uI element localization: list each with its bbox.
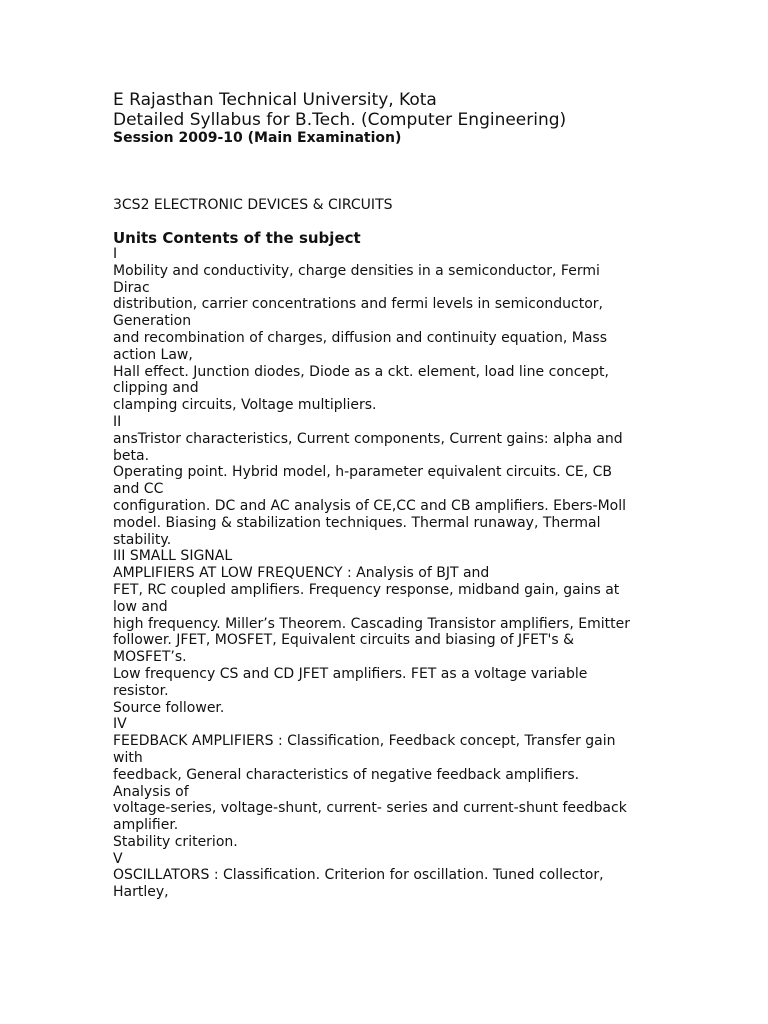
syllabus-line: ansTristor characteristics, Current components, Current gains: alpha and bbox=[113, 430, 623, 447]
syllabus-line: Operating point. Hybrid model, h-parameter equivalent circuits. CE, CB bbox=[113, 464, 613, 481]
syllabus-line: follower. JFET, MOSFET, Equivalent circuits and biasing of JFET's & bbox=[113, 632, 575, 649]
university-title: E Rajasthan Technical University, Kota bbox=[113, 90, 437, 110]
syllabus-line: stability. bbox=[113, 531, 172, 548]
syllabus-line: low and bbox=[113, 598, 168, 615]
syllabus-line: Hall effect. Junction diodes, Diode as a ckt. element, load line concept, bbox=[113, 363, 609, 380]
syllabus-line: Stability criterion. bbox=[113, 833, 238, 850]
syllabus-line: IV bbox=[113, 716, 127, 733]
syllabus-line: and recombination of charges, diffusion and continuity equation, Mass bbox=[113, 329, 607, 346]
syllabus-line: voltage-series, voltage-shunt, current- series and current-shunt feedback bbox=[113, 800, 627, 817]
syllabus-line: Source follower. bbox=[113, 699, 225, 716]
syllabus-line: clipping and bbox=[113, 380, 199, 397]
syllabus-line: Hartley, bbox=[113, 884, 169, 901]
syllabus-line: model. Biasing & stabilization techniques. Thermal runaway, Thermal bbox=[113, 514, 601, 531]
syllabus-line: III SMALL SIGNAL bbox=[113, 548, 233, 565]
syllabus-line: II bbox=[113, 413, 122, 430]
syllabus-line: Mobility and conductivity, charge densities in a semiconductor, Fermi bbox=[113, 262, 600, 279]
syllabus-line: Dirac bbox=[113, 279, 150, 296]
syllabus-line: configuration. DC and AC analysis of CE,CC and CB amplifiers. Ebers-Moll bbox=[113, 497, 627, 514]
syllabus-line: FEEDBACK AMPLIFIERS : Classification, Feedback concept, Transfer gain bbox=[113, 733, 616, 750]
syllabus-line: clamping circuits, Voltage multipliers. bbox=[113, 397, 377, 414]
syllabus-line: resistor. bbox=[113, 682, 169, 699]
syllabus-line: V bbox=[113, 850, 123, 867]
syllabus-line: and CC bbox=[113, 481, 164, 498]
syllabus-line: Generation bbox=[113, 313, 192, 330]
syllabus-line: distribution, carrier concentrations and fermi levels in semiconductor, bbox=[113, 296, 603, 313]
syllabus-line: MOSFET’s. bbox=[113, 649, 187, 666]
syllabus-line: feedback, General characteristics of negative feedback amplifiers. bbox=[113, 766, 580, 783]
syllabus-body bbox=[113, 246, 733, 901]
syllabus-line: with bbox=[113, 749, 143, 766]
units-heading: Units Contents of the subject bbox=[113, 229, 361, 247]
syllabus-line: AMPLIFIERS AT LOW FREQUENCY : Analysis of BJT and bbox=[113, 565, 490, 582]
syllabus-line: Analysis of bbox=[113, 783, 189, 800]
course-title: 3CS2 ELECTRONIC DEVICES & CIRCUITS bbox=[113, 197, 393, 213]
syllabus-title: Detailed Syllabus for B.Tech. (Computer Engineering) bbox=[113, 110, 567, 130]
syllabus-line: FET, RC coupled amplifiers. Frequency response, midband gain, gains at bbox=[113, 581, 620, 598]
syllabus-line: I bbox=[113, 246, 118, 262]
syllabus-line: OSCILLATORS : Classification. Criterion for oscillation. Tuned collector, bbox=[113, 867, 604, 884]
syllabus-line: amplifier. bbox=[113, 817, 179, 834]
syllabus-line: beta. bbox=[113, 447, 150, 464]
syllabus-line: Low frequency CS and CD JFET amplifiers. FET as a voltage variable bbox=[113, 665, 588, 682]
syllabus-line: action Law, bbox=[113, 346, 193, 363]
syllabus-line: high frequency. Miller’s Theorem. Cascading Transistor amplifiers, Emitter bbox=[113, 615, 630, 632]
session-heading: Session 2009-10 (Main Examination) bbox=[113, 130, 402, 146]
